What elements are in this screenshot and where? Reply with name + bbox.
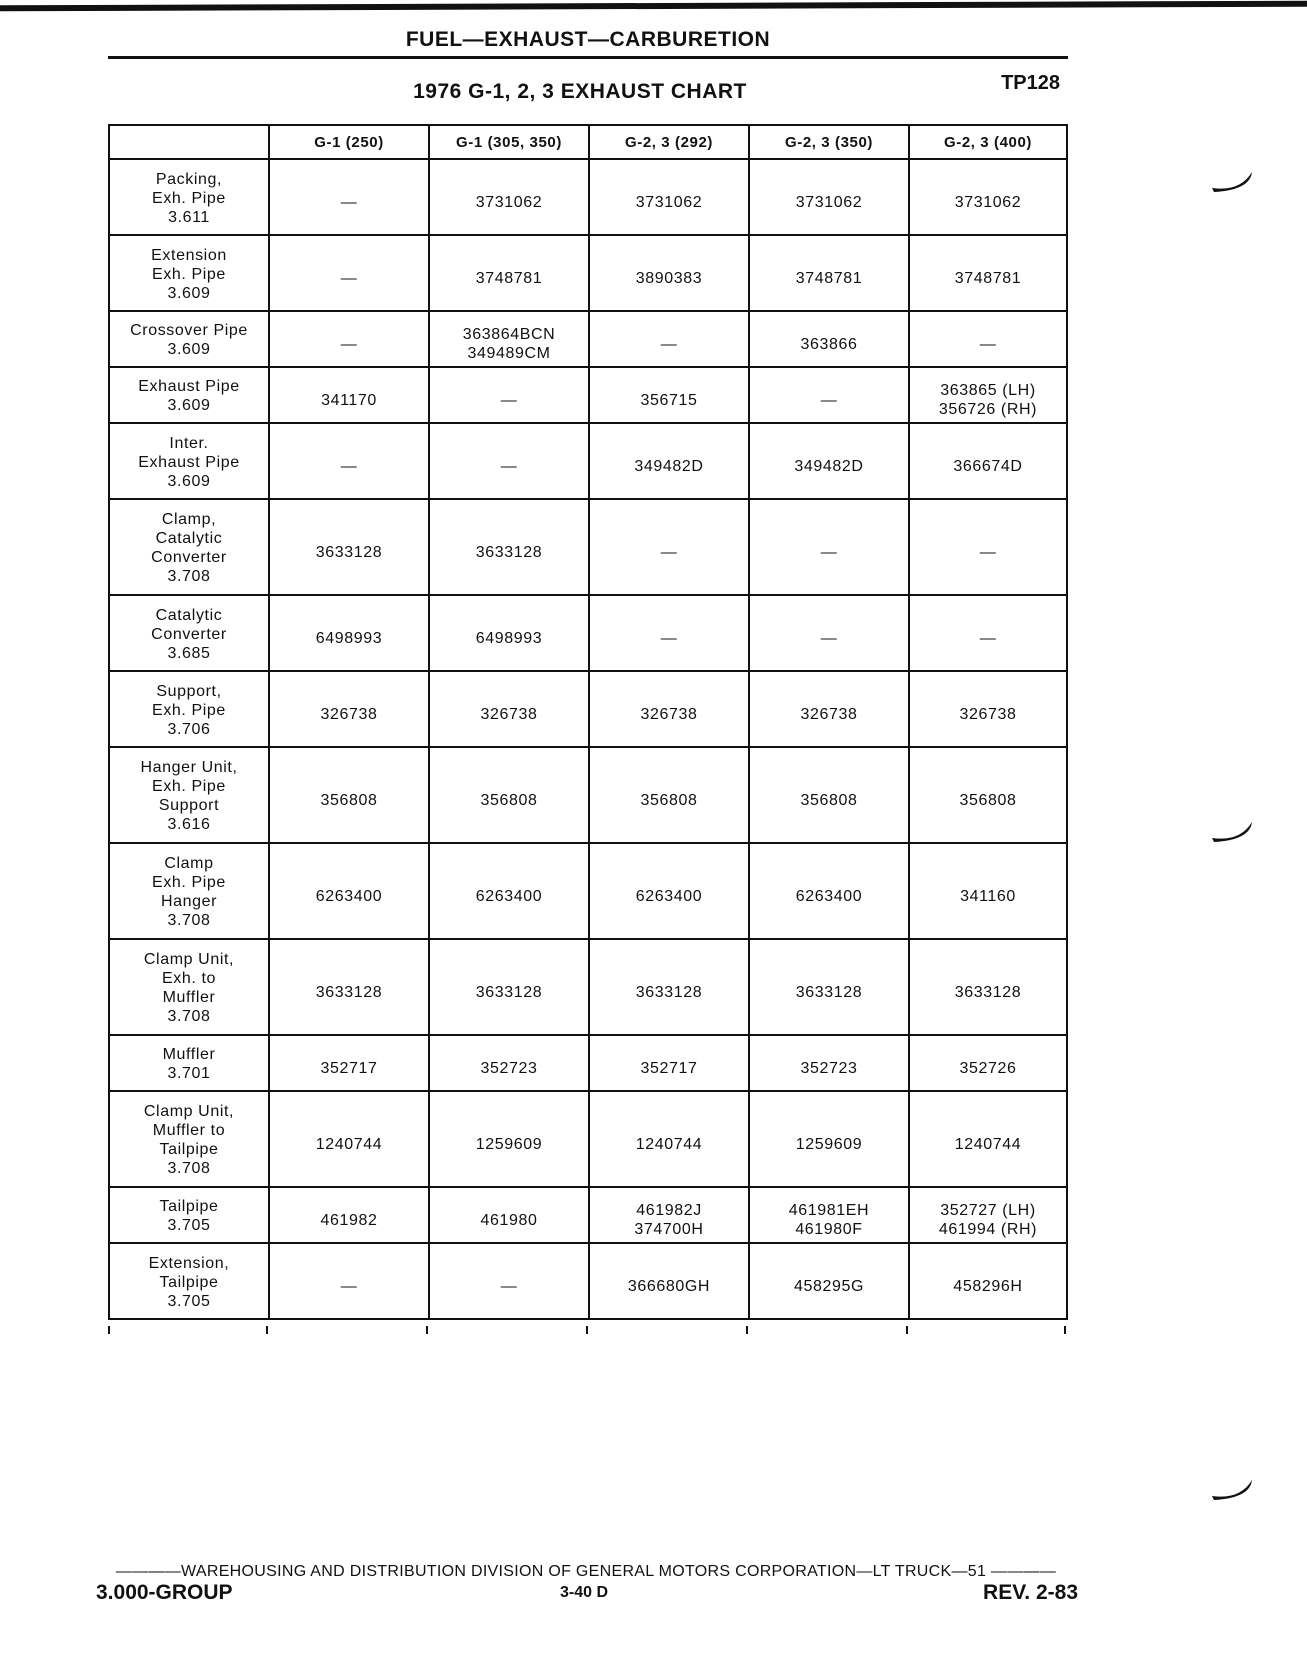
binder-hole-mark-middle (1200, 810, 1260, 850)
part-number-cell: 1240744 (589, 1091, 749, 1187)
part-number-cell: 341160 (909, 843, 1067, 939)
part-number-cell: 352726 (909, 1035, 1067, 1091)
row-part-label: Clamp Unit, Muffler to Tailpipe 3.708 (109, 1091, 269, 1187)
part-number-cell: — (269, 1243, 429, 1319)
part-number-cell: 356715 (589, 367, 749, 423)
part-number-cell: 6263400 (749, 843, 909, 939)
row-part-label: Tailpipe 3.705 (109, 1187, 269, 1243)
part-number-cell: — (589, 311, 749, 367)
part-number-cell: — (589, 595, 749, 671)
row-part-label: Crossover Pipe 3.609 (109, 311, 269, 367)
part-number-cell: 3633128 (429, 939, 589, 1035)
part-number-cell: 3748781 (429, 235, 589, 311)
table-row (109, 235, 1067, 311)
part-number-cell: 349482D (589, 423, 749, 499)
part-number-cell: 6263400 (589, 843, 749, 939)
part-number-cell: — (909, 499, 1067, 595)
column-header: G-2, 3 (350) (749, 125, 909, 159)
column-header: G-2, 3 (292) (589, 125, 749, 159)
part-number-cell: 341170 (269, 367, 429, 423)
part-number-cell: 461982 (269, 1187, 429, 1243)
section-title: FUEL—EXHAUST—CARBURETION (405, 28, 771, 51)
table-row (109, 843, 1067, 939)
part-number-cell: 3731062 (749, 159, 909, 235)
chart-code: TP128 (1001, 72, 1060, 94)
part-number-cell: 3633128 (269, 939, 429, 1035)
binder-hole-mark-bottom (1200, 1468, 1260, 1508)
row-part-label: Muffler 3.701 (109, 1035, 269, 1091)
row-part-label: Exhaust Pipe 3.609 (109, 367, 269, 423)
distribution-footer-line: ————WAREHOUSING AND DISTRIBUTION DIVISION OF GENERAL MOTORS CORPORATION—LT TRUCK—51 ———— (115, 1563, 1057, 1580)
part-number-cell: 352727 (LH) 461994 (RH) (909, 1187, 1067, 1243)
part-number-cell: 352717 (589, 1035, 749, 1091)
part-number-cell: 3633128 (589, 939, 749, 1035)
part-number-cell: — (429, 1243, 589, 1319)
part-number-cell: 326738 (429, 671, 589, 747)
row-part-label: Packing, Exh. Pipe 3.611 (109, 159, 269, 235)
row-part-label: Clamp Unit, Exh. to Muffler 3.708 (109, 939, 269, 1035)
chart-title: 1976 G-1, 2, 3 EXHAUST CHART (413, 80, 747, 103)
table-header-row (109, 125, 1067, 159)
part-number-cell: 3633128 (269, 499, 429, 595)
table-row (109, 1091, 1067, 1187)
top-edge-rule (0, 1, 1307, 12)
revision-label: REV. 2-83 (983, 1581, 1078, 1604)
row-part-label: Extension Exh. Pipe 3.609 (109, 235, 269, 311)
part-number-cell: 458296H (909, 1243, 1067, 1319)
part-number-cell: — (909, 595, 1067, 671)
part-number-cell: 461981EH 461980F (749, 1187, 909, 1243)
part-number-cell: 3748781 (749, 235, 909, 311)
part-number-cell: 326738 (749, 671, 909, 747)
part-number-cell: — (749, 595, 909, 671)
part-number-cell: 6263400 (269, 843, 429, 939)
part-number-cell: 356808 (749, 747, 909, 843)
table-row (109, 747, 1067, 843)
table-row (109, 1187, 1067, 1243)
part-number-cell: 6263400 (429, 843, 589, 939)
part-number-cell: 366680GH (589, 1243, 749, 1319)
part-number-cell: 356808 (269, 747, 429, 843)
part-number-cell: — (269, 311, 429, 367)
table-row (109, 1243, 1067, 1319)
part-number-cell: 356808 (589, 747, 749, 843)
part-number-cell: — (909, 311, 1067, 367)
part-number-cell: 461982J 374700H (589, 1187, 749, 1243)
row-part-label: Support, Exh. Pipe 3.706 (109, 671, 269, 747)
part-number-cell: 352723 (749, 1035, 909, 1091)
binder-hole-mark-top (1200, 160, 1260, 200)
part-number-cell: 6498993 (429, 595, 589, 671)
part-number-cell: 1240744 (909, 1091, 1067, 1187)
part-number-cell: 3731062 (909, 159, 1067, 235)
part-number-cell: 363866 (749, 311, 909, 367)
table-row (109, 367, 1067, 423)
section-rule (108, 56, 1068, 59)
part-number-cell: 326738 (589, 671, 749, 747)
part-number-cell: 3633128 (749, 939, 909, 1035)
part-number-cell: 461980 (429, 1187, 589, 1243)
part-number-cell: 352717 (269, 1035, 429, 1091)
table-corner-cell (109, 125, 269, 159)
row-part-label: Inter. Exhaust Pipe 3.609 (109, 423, 269, 499)
column-header: G-1 (250) (269, 125, 429, 159)
part-number-cell: 3633128 (909, 939, 1067, 1035)
part-number-cell: 3890383 (589, 235, 749, 311)
table-row (109, 423, 1067, 499)
part-number-cell: — (269, 235, 429, 311)
part-number-cell: 366674D (909, 423, 1067, 499)
part-number-cell: — (749, 367, 909, 423)
table-row (109, 499, 1067, 595)
part-number-cell: — (269, 159, 429, 235)
row-part-label: Extension, Tailpipe 3.705 (109, 1243, 269, 1319)
row-part-label: Clamp, Catalytic Converter 3.708 (109, 499, 269, 595)
part-number-cell: 3633128 (429, 499, 589, 595)
part-number-cell: 3731062 (429, 159, 589, 235)
part-number-cell: 349482D (749, 423, 909, 499)
part-number-cell: 6498993 (269, 595, 429, 671)
part-number-cell: 3731062 (589, 159, 749, 235)
part-number-cell: 3748781 (909, 235, 1067, 311)
part-number-cell: 363865 (LH) 356726 (RH) (909, 367, 1067, 423)
part-number-cell: — (269, 423, 429, 499)
part-number-cell: 1240744 (269, 1091, 429, 1187)
row-part-label: Catalytic Converter 3.685 (109, 595, 269, 671)
part-number-cell: 1259609 (429, 1091, 589, 1187)
part-number-cell: 326738 (909, 671, 1067, 747)
group-number: 3.000-GROUP (96, 1581, 233, 1604)
part-number-cell: 458295G (749, 1243, 909, 1319)
exhaust-parts-table (108, 124, 1068, 1320)
row-part-label: Hanger Unit, Exh. Pipe Support 3.616 (109, 747, 269, 843)
part-number-cell: 352723 (429, 1035, 589, 1091)
part-number-cell: — (749, 499, 909, 595)
part-number-cell: 356808 (909, 747, 1067, 843)
table-row (109, 1035, 1067, 1091)
part-number-cell: — (589, 499, 749, 595)
part-number-cell: 363864BCN 349489CM (429, 311, 589, 367)
table-continuation-ticks (108, 1326, 1066, 1334)
part-number-cell: 356808 (429, 747, 589, 843)
column-header: G-2, 3 (400) (909, 125, 1067, 159)
row-part-label: Clamp Exh. Pipe Hanger 3.708 (109, 843, 269, 939)
table-row (109, 671, 1067, 747)
table-row (109, 939, 1067, 1035)
part-number-cell: — (429, 423, 589, 499)
table-row (109, 311, 1067, 367)
part-number-cell: — (429, 367, 589, 423)
column-header: G-1 (305, 350) (429, 125, 589, 159)
table-row (109, 159, 1067, 235)
page-number: 3-40 D (560, 1584, 609, 1601)
table-row (109, 595, 1067, 671)
part-number-cell: 326738 (269, 671, 429, 747)
part-number-cell: 1259609 (749, 1091, 909, 1187)
